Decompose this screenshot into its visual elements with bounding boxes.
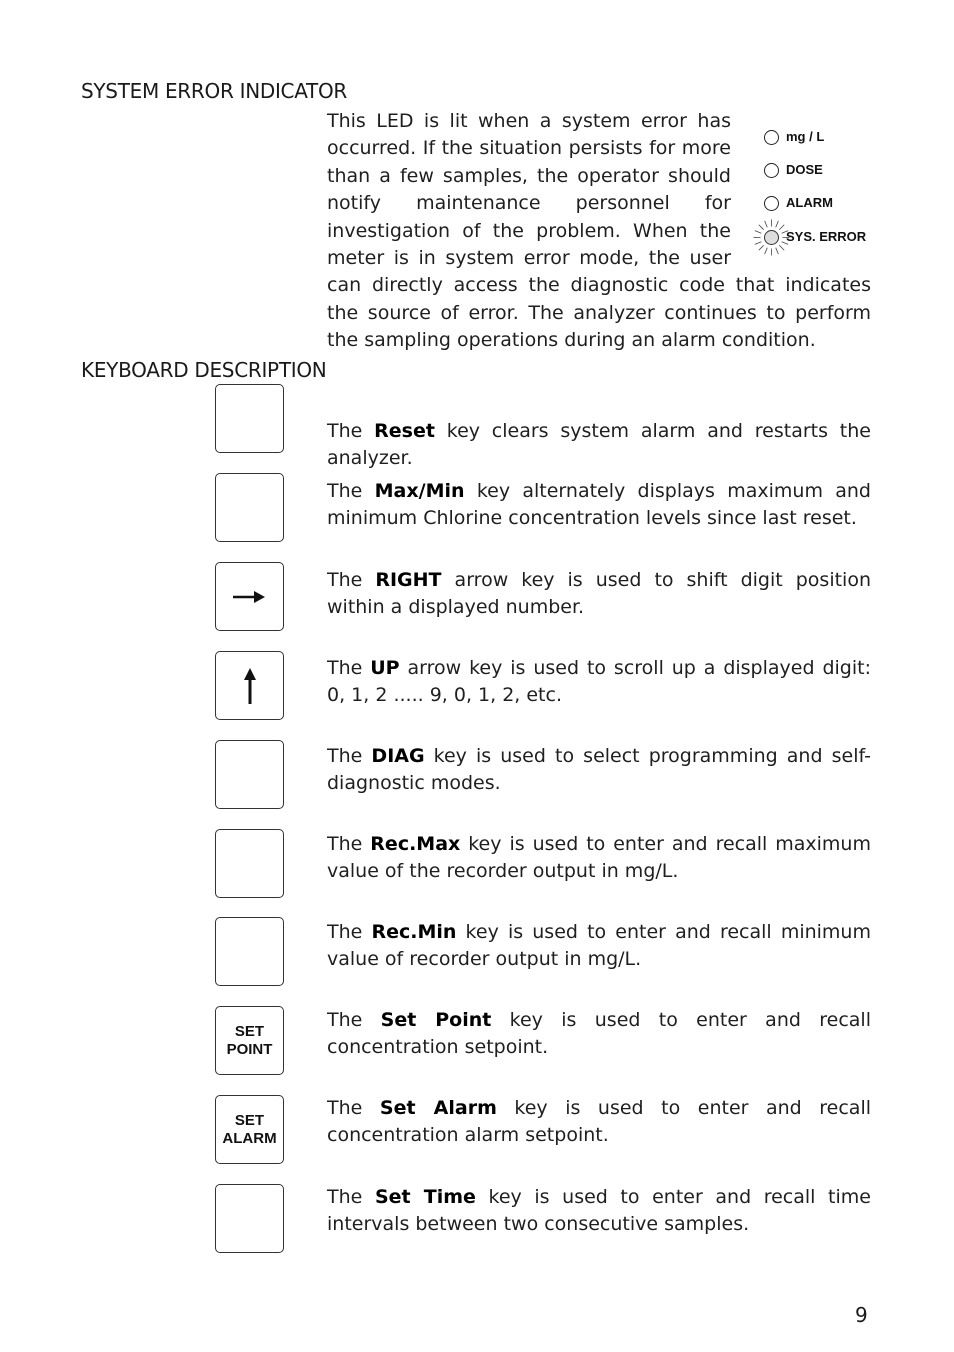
key-description-prefix: The — [327, 657, 371, 679]
key-description — [327, 1184, 871, 1239]
key-description-prefix: The — [327, 745, 372, 767]
right-arrow-icon — [230, 587, 270, 607]
key-description-prefix: The — [327, 480, 375, 502]
key-name: Set Time — [374, 1186, 476, 1208]
key-description-prefix: The — [327, 569, 376, 591]
set-time-key[interactable] — [215, 1184, 284, 1253]
reset-key[interactable] — [215, 384, 284, 453]
page-number: 9 — [855, 1303, 868, 1327]
right-key[interactable] — [215, 562, 284, 631]
key-description — [327, 743, 871, 798]
max-min-key[interactable] — [215, 473, 284, 542]
key-description-text: key is used to select programming and self-diagnostic modes. — [327, 745, 871, 795]
key-name: Reset — [374, 420, 435, 442]
led-label: ALARM — [786, 195, 833, 210]
key-description — [327, 919, 871, 974]
key-description-text: key clears system alarm and restarts the analyzer. — [327, 420, 871, 470]
key-description-prefix: The — [327, 1009, 381, 1031]
key-description-text: key alternately displays maximum and minimum Chlorine concentration levels since last reset. — [327, 480, 871, 530]
system-error-text: This LED is lit when a system error has occurred. If the situation persists for more than a few samples, the operator should notify maintenance personnel for investigation of the problem. When the meter is in system error mode, the user can directly access the diagnostic code that indicates the source of error. The analyzer continues to perform the sampling operations during an alarm condition. — [327, 110, 871, 352]
key-description — [327, 418, 871, 473]
key-description-prefix: The — [327, 833, 371, 855]
key-description-prefix: The — [327, 1186, 375, 1208]
key-description — [327, 831, 871, 886]
set-alarm-key[interactable] — [215, 1095, 284, 1164]
led-off-icon — [764, 196, 779, 211]
key-name: UP — [370, 657, 400, 679]
key-name: DIAG — [371, 745, 425, 767]
key-description-text: key is used to enter and recall concentration alarm setpoint. — [327, 1097, 872, 1147]
rec-max-key[interactable] — [215, 829, 284, 898]
key-description — [327, 478, 871, 533]
key-name: Max/Min — [374, 480, 465, 502]
up-arrow-icon — [240, 666, 260, 706]
key-label: SET POINT — [226, 1022, 273, 1058]
key-description-text: key is used to enter and recall concentration setpoint. — [327, 1009, 871, 1059]
up-key[interactable] — [215, 651, 284, 720]
led-label: mg / L — [786, 129, 825, 144]
key-description-text: key is used to enter and recall time intervals between two consecutive samples. — [327, 1186, 871, 1236]
key-description — [327, 567, 871, 622]
diag-key[interactable] — [215, 740, 284, 809]
led-off-icon — [764, 130, 779, 145]
key-description-prefix: The — [327, 1097, 380, 1119]
key-description — [327, 655, 871, 710]
section-heading-keyboard: KEYBOARD DESCRIPTION — [81, 358, 327, 382]
section-heading-system-error: SYSTEM ERROR INDICATOR — [81, 79, 348, 103]
key-description-text: key is used to enter and recall maximum value of the recorder output in mg/L. — [327, 833, 871, 883]
rec-min-key[interactable] — [215, 917, 284, 986]
key-name: Rec.Min — [371, 921, 457, 943]
key-description — [327, 1007, 871, 1062]
key-description-text: arrow key is used to scroll up a displayed digit: 0, 1, 2 ..... 9, 0, 1, 2, etc. — [327, 657, 871, 707]
key-description-prefix: The — [327, 921, 372, 943]
led-label: SYS. ERROR — [786, 229, 867, 244]
key-description-prefix: The — [327, 420, 375, 442]
key-label: SET ALARM — [222, 1111, 277, 1147]
key-name: RIGHT — [375, 569, 442, 591]
set-point-key[interactable] — [215, 1006, 284, 1075]
key-name: Set Alarm — [379, 1097, 497, 1119]
key-name: Rec.Max — [370, 833, 461, 855]
key-description — [327, 1095, 871, 1150]
key-description-text: key is used to enter and recall minimum value of recorder output in mg/L. — [327, 921, 871, 971]
key-name: Set Point — [380, 1009, 492, 1031]
led-label: DOSE — [786, 162, 823, 177]
led-indicator-panel — [748, 124, 873, 264]
led-off-icon — [764, 163, 779, 178]
key-description-text: arrow key is used to shift digit position within a displayed number. — [327, 569, 871, 619]
led-lit-icon — [764, 230, 779, 245]
